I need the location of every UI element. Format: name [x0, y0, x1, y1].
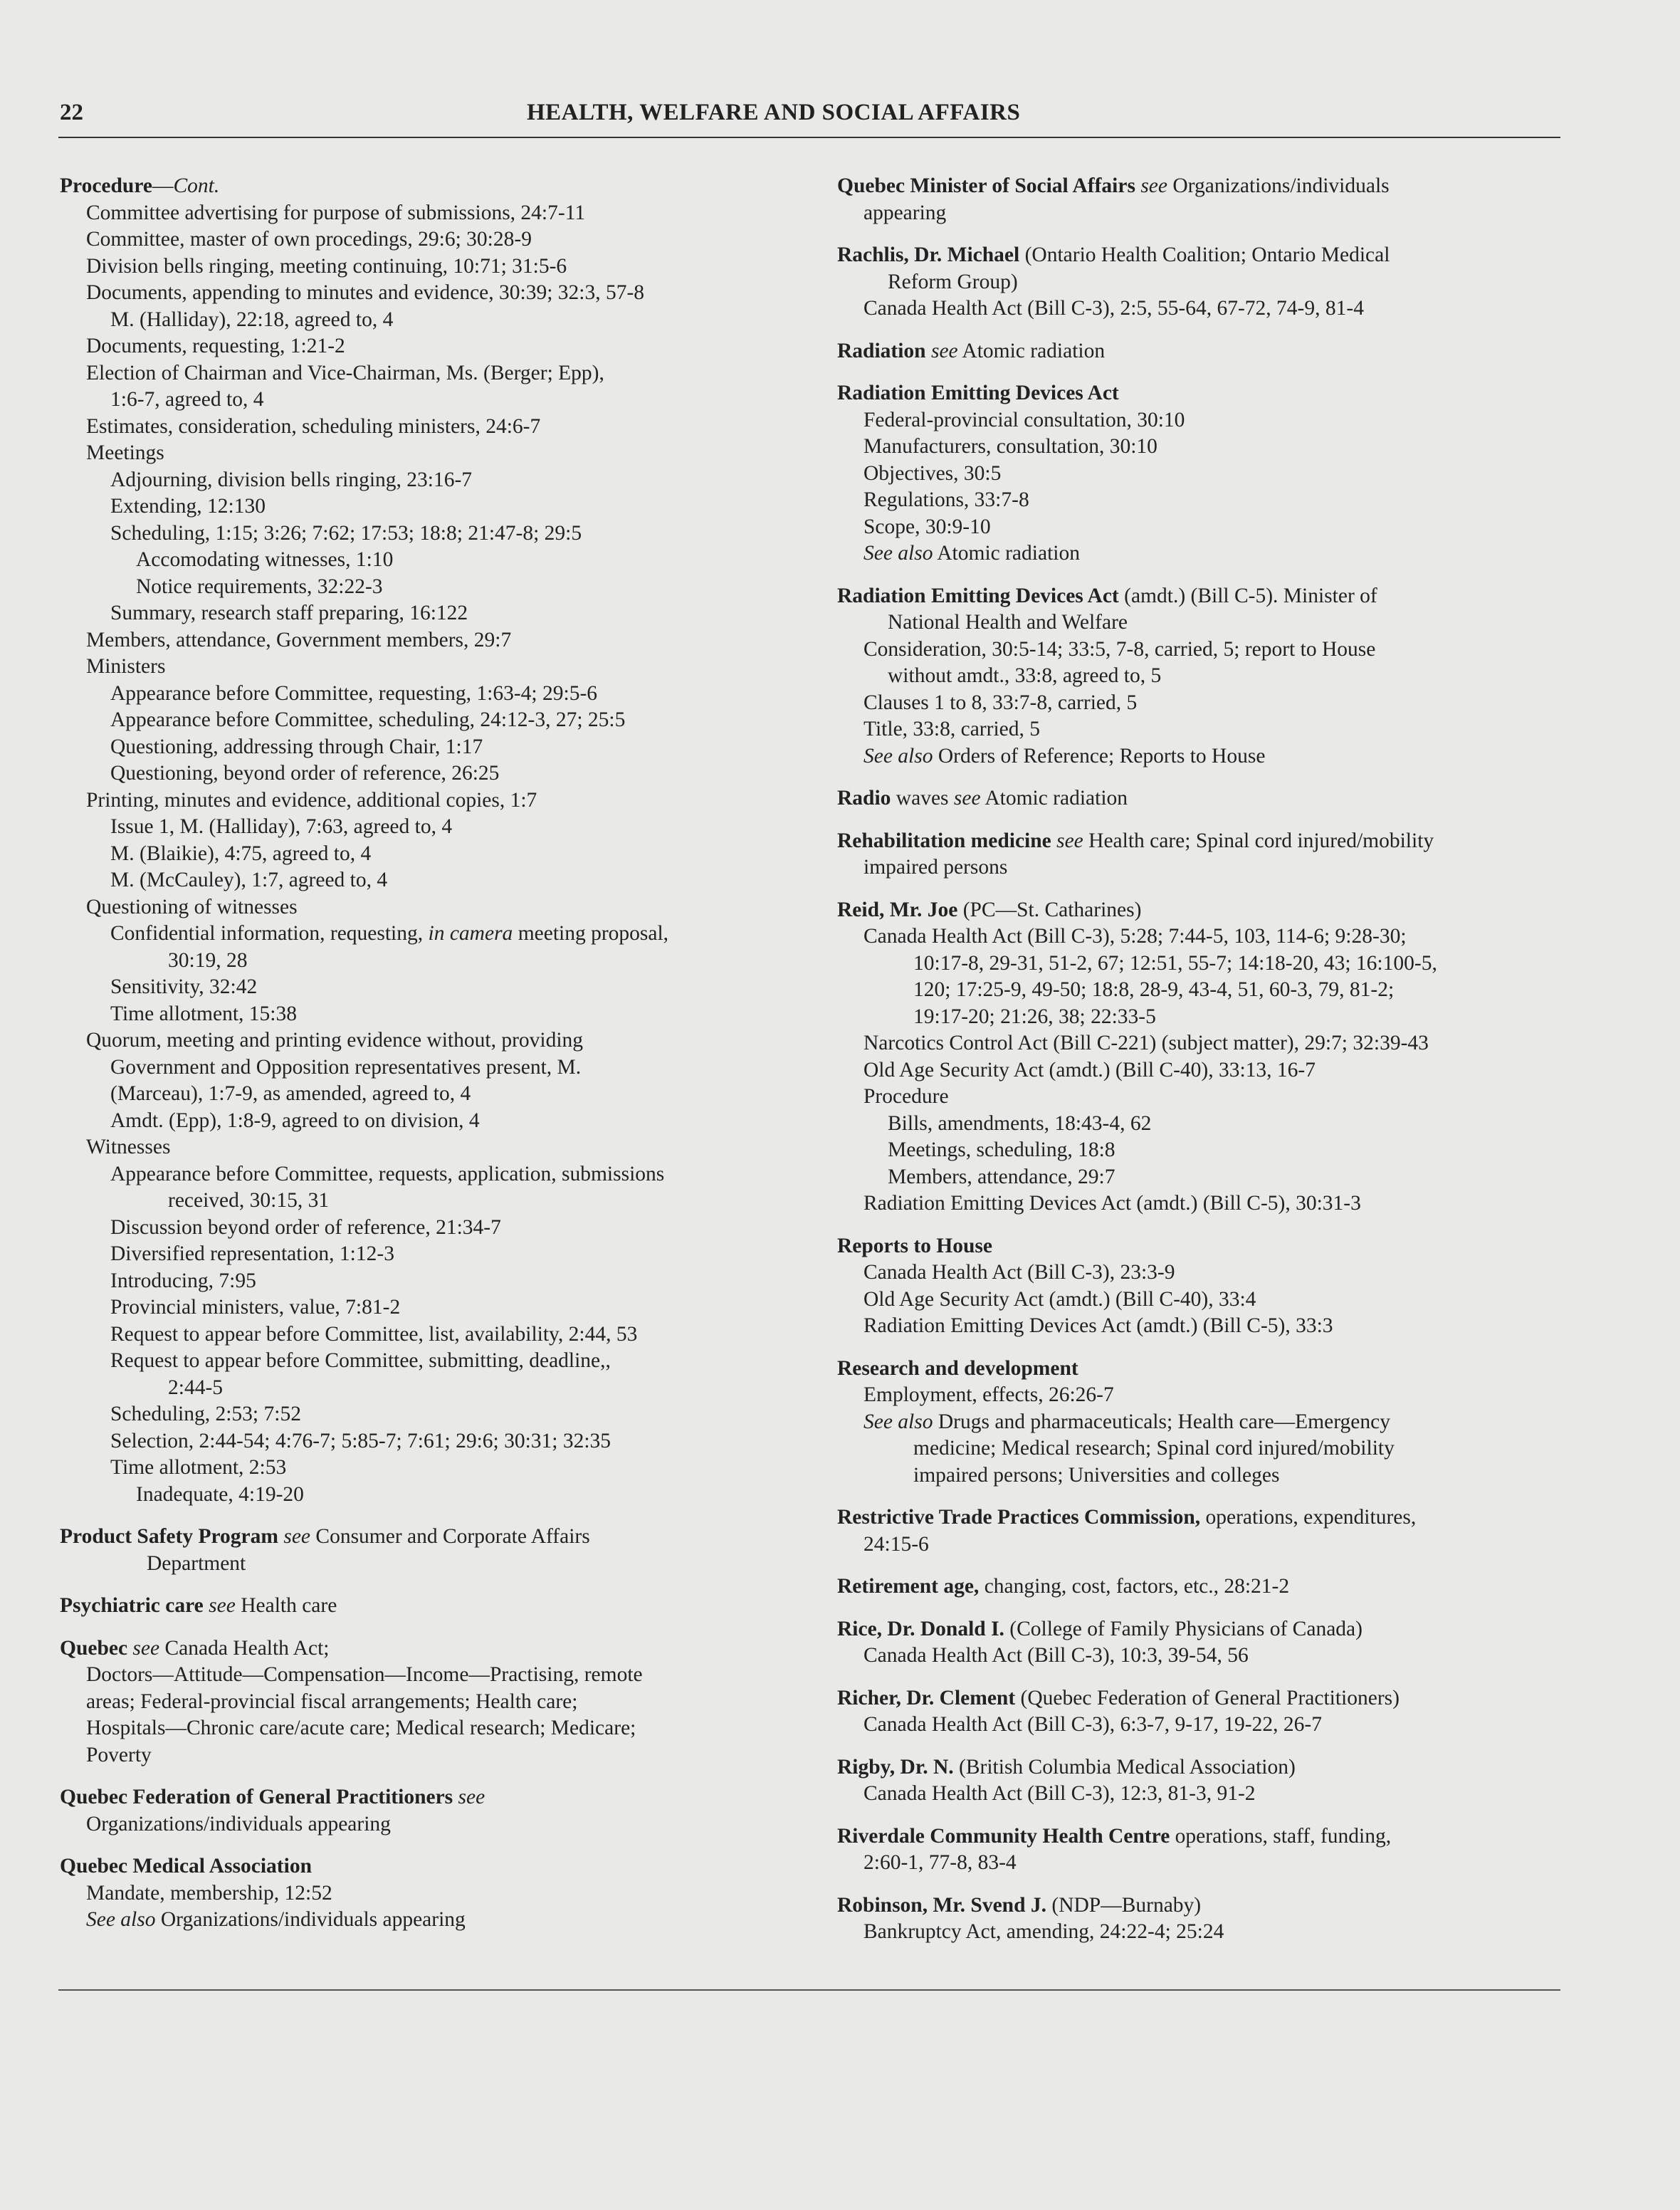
index-heading	[837, 1754, 1560, 1781]
entry-text: Bills, amendments, 18:43-4, 62	[888, 1111, 1152, 1135]
index-heading	[837, 1573, 1560, 1601]
entry-text: Atomic radiation	[933, 542, 1080, 565]
entry-text: Summary, research staff preparing, 16:122	[110, 602, 468, 624]
page-number: 22	[60, 100, 83, 125]
index-subentry	[837, 1164, 1560, 1191]
index-subentry	[837, 434, 1560, 461]
index-subentry	[837, 1313, 1560, 1340]
entry-text	[926, 340, 931, 362]
index-heading	[837, 242, 1560, 269]
entry-text: Orders of Reference; Reports to House	[933, 744, 1266, 768]
index-subentry	[837, 609, 1560, 637]
entry-heading-text: Rice, Dr. Donald I.	[837, 1617, 1004, 1640]
entry-text: Questioning of witnesses	[86, 895, 298, 918]
entry-text: Poverty	[86, 1743, 152, 1766]
index-heading	[837, 380, 1560, 407]
entry-text: Documents, requesting, 1:21-2	[86, 335, 345, 357]
index-subentry	[837, 637, 1560, 664]
entry-text: Division bells ringing, meeting continuing, 10:71; 31:5-6	[86, 254, 567, 278]
index-heading	[837, 1616, 1560, 1643]
index-heading	[837, 1823, 1560, 1850]
entry-text: Doctors—Attitude—Compensation—Income—Practising, remote	[86, 1663, 643, 1686]
entry-text: M. (Halliday), 22:18, agreed to, 4	[110, 308, 394, 331]
entry-text: Adjourning, division bells ringing, 23:16-7	[110, 468, 473, 491]
index-subentry	[837, 1462, 1560, 1489]
entry-text: received, 30:15, 31	[168, 1189, 330, 1212]
entry-text: Questioning, addressing through Chair, 1:17	[110, 735, 483, 758]
entry-heading-text: Rachlis, Dr. Michael	[837, 243, 1020, 266]
entry-heading-text: Retirement age,	[837, 1575, 980, 1598]
entry-text: Reform Group)	[888, 270, 1018, 293]
entry-text: Atomic radiation	[957, 339, 1106, 362]
entry-text: Meetings	[86, 441, 164, 464]
index-subentry	[60, 1188, 814, 1215]
entry-text: Amdt. (Epp), 1:8-9, agreed to on division, 4	[110, 1109, 480, 1132]
index-subentry	[837, 1643, 1560, 1670]
entry-text: M. (Blaikie), 4:75, agreed to, 4	[110, 842, 372, 865]
index-subentry	[60, 1001, 814, 1028]
entry-text: 1:6-7, agreed to, 4	[110, 388, 264, 411]
index-subentry	[60, 1134, 814, 1161]
entry-heading-text: Product Safety Program	[60, 1525, 278, 1548]
index-subentry	[837, 1712, 1560, 1739]
index-subentry	[837, 663, 1560, 690]
index-subentry	[60, 414, 814, 441]
entry-text: Ministers	[86, 655, 166, 678]
entry-text: Procedure	[863, 1085, 949, 1108]
entry-text: (British Columbia Medical Association)	[953, 1755, 1296, 1779]
index-subentry	[837, 540, 1560, 567]
entry-heading-text: Restrictive Trade Practices Commission,	[837, 1506, 1201, 1529]
index-subentry	[60, 1551, 814, 1578]
index-heading	[60, 1635, 814, 1662]
entry-text: appearing	[863, 201, 947, 224]
index-subentry	[60, 1215, 814, 1242]
index-subentry	[837, 716, 1560, 743]
index-subentry	[60, 1742, 814, 1769]
entry-text: Objectives, 30:5	[863, 461, 1002, 485]
index-subentry	[837, 1004, 1560, 1031]
entry-text: —	[152, 174, 174, 197]
index-subentry	[60, 1880, 814, 1907]
entry-text: Organizations/individuals appearing	[86, 1812, 391, 1835]
index-subentry	[837, 200, 1560, 227]
entry-text: Selection, 2:44-54; 4:76-7; 5:85-7; 7:61; 29:6; 30:31; 32:35	[110, 1429, 611, 1452]
entry-italic-text: see	[458, 1786, 485, 1808]
entry-text: Discussion beyond order of reference, 21:34-7	[110, 1215, 501, 1239]
entry-text: 24:15-6	[863, 1532, 929, 1556]
index-subentry	[837, 1435, 1560, 1462]
index-heading	[60, 1853, 814, 1880]
index-subentry	[60, 280, 814, 307]
index-subentry	[837, 269, 1560, 296]
entry-heading-text: Reports to House	[837, 1234, 992, 1257]
entry-text: Request to appear before Committee, submitting, deadline,,	[110, 1349, 611, 1372]
index-heading	[837, 583, 1560, 610]
index-subentry	[837, 487, 1560, 514]
entry-text: Scheduling, 1:15; 3:26; 7:62; 17:53; 18:8; 21:47-8; 29:5	[110, 521, 582, 545]
entry-text: meeting proposal,	[513, 922, 669, 945]
index-subentry	[60, 253, 814, 281]
index-subentry	[60, 1715, 814, 1742]
top-rule	[58, 137, 1560, 138]
entry-text: Members, attendance, 29:7	[888, 1165, 1115, 1188]
entry-text: Consideration, 30:5-14; 33:5, 7-8, carried, 5; report to House	[863, 637, 1376, 661]
index-subentry	[60, 600, 814, 627]
entry-text: (Ontario Health Coalition; Ontario Medical	[1019, 243, 1390, 266]
index-subentry	[60, 1321, 814, 1348]
entry-text: (NDP—Burnaby)	[1046, 1893, 1202, 1917]
entry-text: 10:17-8, 29-31, 51-2, 67; 12:51, 55-7; 14:18-20, 43; 16:100-5,	[913, 951, 1437, 975]
index-subentry	[60, 681, 814, 708]
index-subentry	[60, 1054, 814, 1082]
index-subentry	[60, 707, 814, 734]
entry-heading-text: Radiation Emitting Devices Act	[837, 382, 1119, 404]
index-subentry	[60, 1081, 814, 1108]
index-heading	[837, 1892, 1560, 1920]
index-heading	[60, 1784, 814, 1811]
entry-text: Canada Health Act (Bill C-3), 10:3, 39-54, 56	[863, 1644, 1249, 1667]
entry-text: Appearance before Committee, requests, application, submissions	[110, 1162, 665, 1185]
index-subentry	[60, 307, 814, 334]
entry-text: Bankruptcy Act, amending, 24:22-4; 25:24	[863, 1920, 1224, 1943]
index-subentry	[60, 1294, 814, 1321]
entry-text: impaired persons	[863, 856, 1008, 879]
index-subentry	[60, 333, 814, 360]
index-subentry	[837, 407, 1560, 434]
entry-text: Department	[147, 1551, 246, 1575]
entry-text: Federal-provincial consultation, 30:10	[863, 408, 1185, 431]
entry-text: Narcotics Control Act (Bill C-221) (subject matter), 29:7; 32:39-43	[863, 1032, 1429, 1054]
entry-text: Radiation Emitting Devices Act (amdt.) (Bill C-5), 30:31-3	[863, 1192, 1361, 1215]
index-column-right	[837, 173, 1560, 1946]
index-subentry	[60, 760, 814, 787]
entry-text: 120; 17:25-9, 49-50; 18:8, 28-9, 43-4, 51, 60-3, 79, 81-2;	[913, 978, 1395, 1001]
entry-text: operations, staff, funding,	[1170, 1824, 1392, 1848]
index-subentry	[837, 1781, 1560, 1808]
index-subentry	[837, 1190, 1560, 1217]
entry-heading-text: Quebec Medical Association	[60, 1855, 312, 1878]
entry-text: (Marceau), 1:7-9, as amended, agreed to, 4	[110, 1082, 471, 1105]
entry-text: Canada Health Act (Bill C-3), 12:3, 81-3, 91-2	[863, 1782, 1256, 1805]
entry-text: 2:60-1, 77-8, 83-4	[863, 1851, 1017, 1874]
entry-italic-text: in camera	[428, 922, 513, 945]
index-subentry	[837, 1260, 1560, 1287]
entry-heading-text: Research and development	[837, 1356, 1078, 1380]
entry-text: Employment, effects, 26:26-7	[863, 1383, 1114, 1406]
entry-text: Time allotment, 15:38	[110, 1002, 297, 1025]
entry-text: Manufacturers, consultation, 30:10	[863, 435, 1157, 458]
entry-italic-text: see	[953, 787, 981, 810]
entry-text: Organizations/individuals	[1167, 174, 1390, 197]
index-subentry	[60, 1455, 814, 1482]
index-subentry	[60, 360, 814, 387]
index-subentry	[60, 1811, 814, 1838]
index-subentry	[60, 894, 814, 921]
index-subentry	[837, 1030, 1560, 1057]
entry-text: operations, expenditures,	[1200, 1506, 1417, 1529]
index-subentry	[60, 387, 814, 414]
index-subentry	[837, 1137, 1560, 1164]
index-heading	[837, 1685, 1560, 1712]
entry-text: Hospitals—Chronic care/acute care; Medical research; Medicare;	[86, 1717, 636, 1739]
index-subentry	[60, 1482, 814, 1509]
entry-text: Drugs and pharmaceuticals; Health care—Emergency	[933, 1410, 1390, 1433]
entry-text: Diversified representation, 1:12-3	[110, 1242, 394, 1265]
index-subentry	[837, 1057, 1560, 1084]
entry-italic-text: Cont.	[173, 174, 220, 197]
index-heading	[837, 1233, 1560, 1260]
entry-text: Consumer and Corporate Affairs	[310, 1525, 590, 1548]
entry-text: M. (McCauley), 1:7, agreed to, 4	[110, 869, 388, 891]
index-subentry	[60, 1241, 814, 1268]
index-subentry	[60, 1268, 814, 1295]
entry-text: Committee advertising for purpose of submissions, 24:7-11	[86, 201, 586, 224]
entry-text: Confidential information, requesting,	[110, 922, 429, 945]
entry-heading-text: Robinson, Mr. Svend J.	[837, 1893, 1046, 1917]
index-subentry	[60, 493, 814, 520]
entry-italic-text: see	[1140, 174, 1167, 197]
index-subentry	[837, 1287, 1560, 1314]
entry-text: Canada Health Act (Bill C-3), 23:3-9	[863, 1261, 1175, 1284]
running-title: HEALTH, WELFARE AND SOCIAL AFFAIRS	[527, 100, 1021, 125]
entry-text: (amdt.) (Bill C-5). Minister of	[1118, 584, 1377, 607]
entry-text: areas; Federal-provincial fiscal arrangements; Health care;	[86, 1690, 578, 1713]
entry-text: Scope, 30:9-10	[863, 515, 991, 538]
entry-text: Request to appear before Committee, list, availability, 2:44, 53	[110, 1322, 638, 1346]
entry-italic-text: see	[132, 1636, 160, 1660]
entry-text: Questioning, beyond order of reference, 26:25	[110, 762, 500, 785]
index-subentry	[837, 1382, 1560, 1409]
index-subentry	[837, 461, 1560, 488]
entry-text: Canada Health Act (Bill C-3), 2:5, 55-64, 67-72, 74-9, 81-4	[863, 297, 1364, 320]
entry-text	[453, 1786, 458, 1808]
entry-heading-text: Reid, Mr. Joe	[837, 898, 958, 921]
entry-text: Provincial ministers, value, 7:81-2	[110, 1296, 401, 1319]
index-subentry	[837, 295, 1560, 323]
entry-text: 30:19, 28	[168, 948, 248, 972]
bottom-rule	[58, 1989, 1560, 1991]
entry-text: Accomodating witnesses, 1:10	[136, 548, 394, 571]
index-subentry	[60, 841, 814, 868]
entry-text: Canada Health Act (Bill C-3), 5:28; 7:44-5, 103, 114-6; 9:28-30;	[863, 925, 1407, 948]
index-subentry	[60, 734, 814, 761]
entry-text: Documents, appending to minutes and evidence, 30:39; 32:3, 57-8	[86, 281, 645, 304]
entry-heading-text: Richer, Dr. Clement	[837, 1686, 1016, 1709]
entry-heading-text: Rehabilitation medicine	[837, 829, 1051, 852]
entry-italic-text: see	[283, 1525, 311, 1548]
entry-text: Clauses 1 to 8, 33:7-8, carried, 5	[863, 691, 1138, 714]
entry-text	[1051, 829, 1056, 852]
entry-text: without amdt., 33:8, agreed to, 5	[888, 664, 1162, 687]
index-subentry	[837, 514, 1560, 541]
entry-text: Appearance before Committee, scheduling, 24:12-3, 27; 25:5	[110, 708, 626, 731]
entry-text: Canada Health Act (Bill C-3), 6:3-7, 9-17, 19-22, 26-7	[863, 1713, 1322, 1736]
index-subentry	[837, 1850, 1560, 1877]
index-subentry	[60, 1662, 814, 1689]
index-subentry	[837, 854, 1560, 881]
entry-heading-text: Quebec Federation of General Practitioners	[60, 1786, 453, 1808]
entry-text: Health care	[235, 1594, 337, 1617]
index-subentry	[837, 1531, 1560, 1559]
index-subentry	[60, 1428, 814, 1455]
index-subentry	[837, 950, 1560, 978]
index-subentry	[60, 1401, 814, 1428]
entry-italic-text: see	[1056, 829, 1083, 852]
entry-italic-text: See also	[863, 1410, 933, 1433]
entry-text: Radiation Emitting Devices Act (amdt.) (Bill C-5), 33:3	[863, 1314, 1333, 1337]
entry-italic-text: see	[930, 339, 958, 362]
index-subentry	[60, 1907, 814, 1934]
index-subentry	[60, 1375, 814, 1402]
entry-text: Committee, master of own procedings, 29:6; 30:28-9	[86, 228, 532, 251]
index-subentry	[837, 1919, 1560, 1946]
entry-italic-text: See also	[863, 744, 933, 768]
entry-text: Sensitivity, 32:42	[110, 975, 258, 998]
index-subentry	[60, 226, 814, 253]
index-heading	[837, 1356, 1560, 1383]
index-heading	[60, 173, 814, 200]
index-subentry	[837, 1084, 1560, 1111]
entry-text: Canada Health Act;	[159, 1636, 330, 1660]
entry-text: Government and Opposition representatives present, M.	[110, 1055, 582, 1079]
index-subentry	[60, 627, 814, 654]
entry-text: Notice requirements, 32:22-3	[136, 575, 383, 598]
index-heading	[837, 785, 1560, 812]
entry-text: Election of Chairman and Vice-Chairman, Ms. (Berger; Epp),	[86, 361, 604, 384]
index-subentry	[60, 1027, 814, 1054]
entry-heading-text: Radio	[837, 787, 891, 810]
entry-italic-text: see	[209, 1594, 236, 1617]
entry-text: medicine; Medical research; Spinal cord injured/mobility	[913, 1437, 1395, 1460]
entry-text: Members, attendance, Government members, 29:7	[86, 628, 512, 651]
index-subentry	[837, 690, 1560, 717]
index-subentry	[60, 467, 814, 494]
entry-heading-text: Quebec Minister of Social Affairs	[837, 174, 1135, 197]
index-heading	[837, 338, 1560, 365]
entry-text: Health care; Spinal cord injured/mobility	[1083, 829, 1434, 852]
entry-text: Inadequate, 4:19-20	[136, 1482, 304, 1506]
index-subentry	[60, 948, 814, 975]
index-heading	[837, 897, 1560, 924]
entry-text: Old Age Security Act (amdt.) (Bill C-40), 33:13, 16-7	[863, 1058, 1316, 1082]
entry-text: Old Age Security Act (amdt.) (Bill C-40), 33:4	[863, 1287, 1256, 1311]
index-subentry	[837, 1409, 1560, 1436]
entry-heading-text: Psychiatric care	[60, 1594, 204, 1617]
entry-text: changing, cost, factors, etc., 28:21-2	[979, 1575, 1290, 1598]
entry-text: Organizations/individuals appearing	[155, 1908, 466, 1931]
entry-text: Regulations, 33:7-8	[863, 488, 1029, 511]
index-subentry	[60, 654, 814, 681]
index-subentry	[60, 787, 814, 815]
entry-heading-text: Procedure	[60, 174, 152, 197]
entry-heading-text: Radiation	[837, 339, 926, 362]
entry-italic-text: See also	[863, 542, 933, 565]
index-subentry	[60, 974, 814, 1001]
entry-text: Title, 33:8, carried, 5	[863, 718, 1040, 740]
entry-heading-text: Rigby, Dr. N.	[837, 1755, 954, 1779]
index-heading	[837, 828, 1560, 855]
entry-text: Estimates, consideration, scheduling ministers, 24:6-7	[86, 414, 541, 438]
entry-text: Issue 1, M. (Halliday), 7:63, agreed to, 4	[110, 815, 453, 838]
index-subentry	[837, 1111, 1560, 1138]
entry-heading-text: Riverdale Community Health Centre	[837, 1824, 1170, 1848]
index-subentry	[60, 867, 814, 894]
index-subentry	[60, 1108, 814, 1135]
index-subentry	[837, 923, 1560, 950]
entry-heading-text: Radiation Emitting Devices Act	[837, 584, 1119, 607]
index-subentry	[60, 440, 814, 467]
index-subentry	[60, 1689, 814, 1716]
index-heading	[837, 173, 1560, 200]
entry-text: Printing, minutes and evidence, additional copies, 1:7	[86, 788, 537, 812]
entry-text: Mandate, membership, 12:52	[86, 1881, 332, 1905]
index-heading	[837, 1504, 1560, 1531]
index-subentry	[837, 977, 1560, 1004]
index-column-left	[60, 173, 814, 1934]
entry-text: impaired persons; Universities and colleges	[913, 1463, 1280, 1487]
entry-text: (Quebec Federation of General Practitioners)	[1015, 1686, 1400, 1709]
entry-text: Time allotment, 2:53	[110, 1456, 287, 1479]
index-subentry	[60, 547, 814, 574]
entry-text: (College of Family Physicians of Canada)	[1004, 1617, 1363, 1640]
entry-text: 2:44-5	[168, 1376, 224, 1399]
entry-text: Appearance before Committee, requesting, 1:63-4; 29:5-6	[110, 681, 598, 705]
entry-text: Introducing, 7:95	[110, 1269, 256, 1292]
entry-text: Extending, 12:130	[110, 495, 266, 518]
index-subentry	[60, 1161, 814, 1188]
index-heading	[60, 1524, 814, 1551]
index-subentry	[60, 1348, 814, 1375]
entry-text: (PC—St. Catharines)	[957, 898, 1142, 921]
index-subentry	[60, 200, 814, 227]
entry-text: Scheduling, 2:53; 7:52	[110, 1403, 301, 1425]
entry-heading-text: Quebec	[60, 1636, 128, 1660]
entry-text: Quorum, meeting and printing evidence without, providing	[86, 1029, 584, 1052]
entry-italic-text: See also	[86, 1908, 156, 1931]
index-heading	[60, 1593, 814, 1620]
index-subentry	[60, 814, 814, 841]
entry-text: Witnesses	[86, 1136, 171, 1158]
entry-text: waves	[891, 787, 954, 810]
index-subentry	[837, 743, 1560, 770]
index-subentry	[60, 574, 814, 601]
index-subentry	[60, 921, 814, 948]
entry-text: 19:17-20; 21:26, 38; 22:33-5	[913, 1005, 1156, 1028]
index-subentry	[60, 520, 814, 548]
entry-text: National Health and Welfare	[888, 611, 1128, 634]
entry-text: Atomic radiation	[980, 787, 1128, 810]
entry-text: Meetings, scheduling, 18:8	[888, 1138, 1115, 1161]
